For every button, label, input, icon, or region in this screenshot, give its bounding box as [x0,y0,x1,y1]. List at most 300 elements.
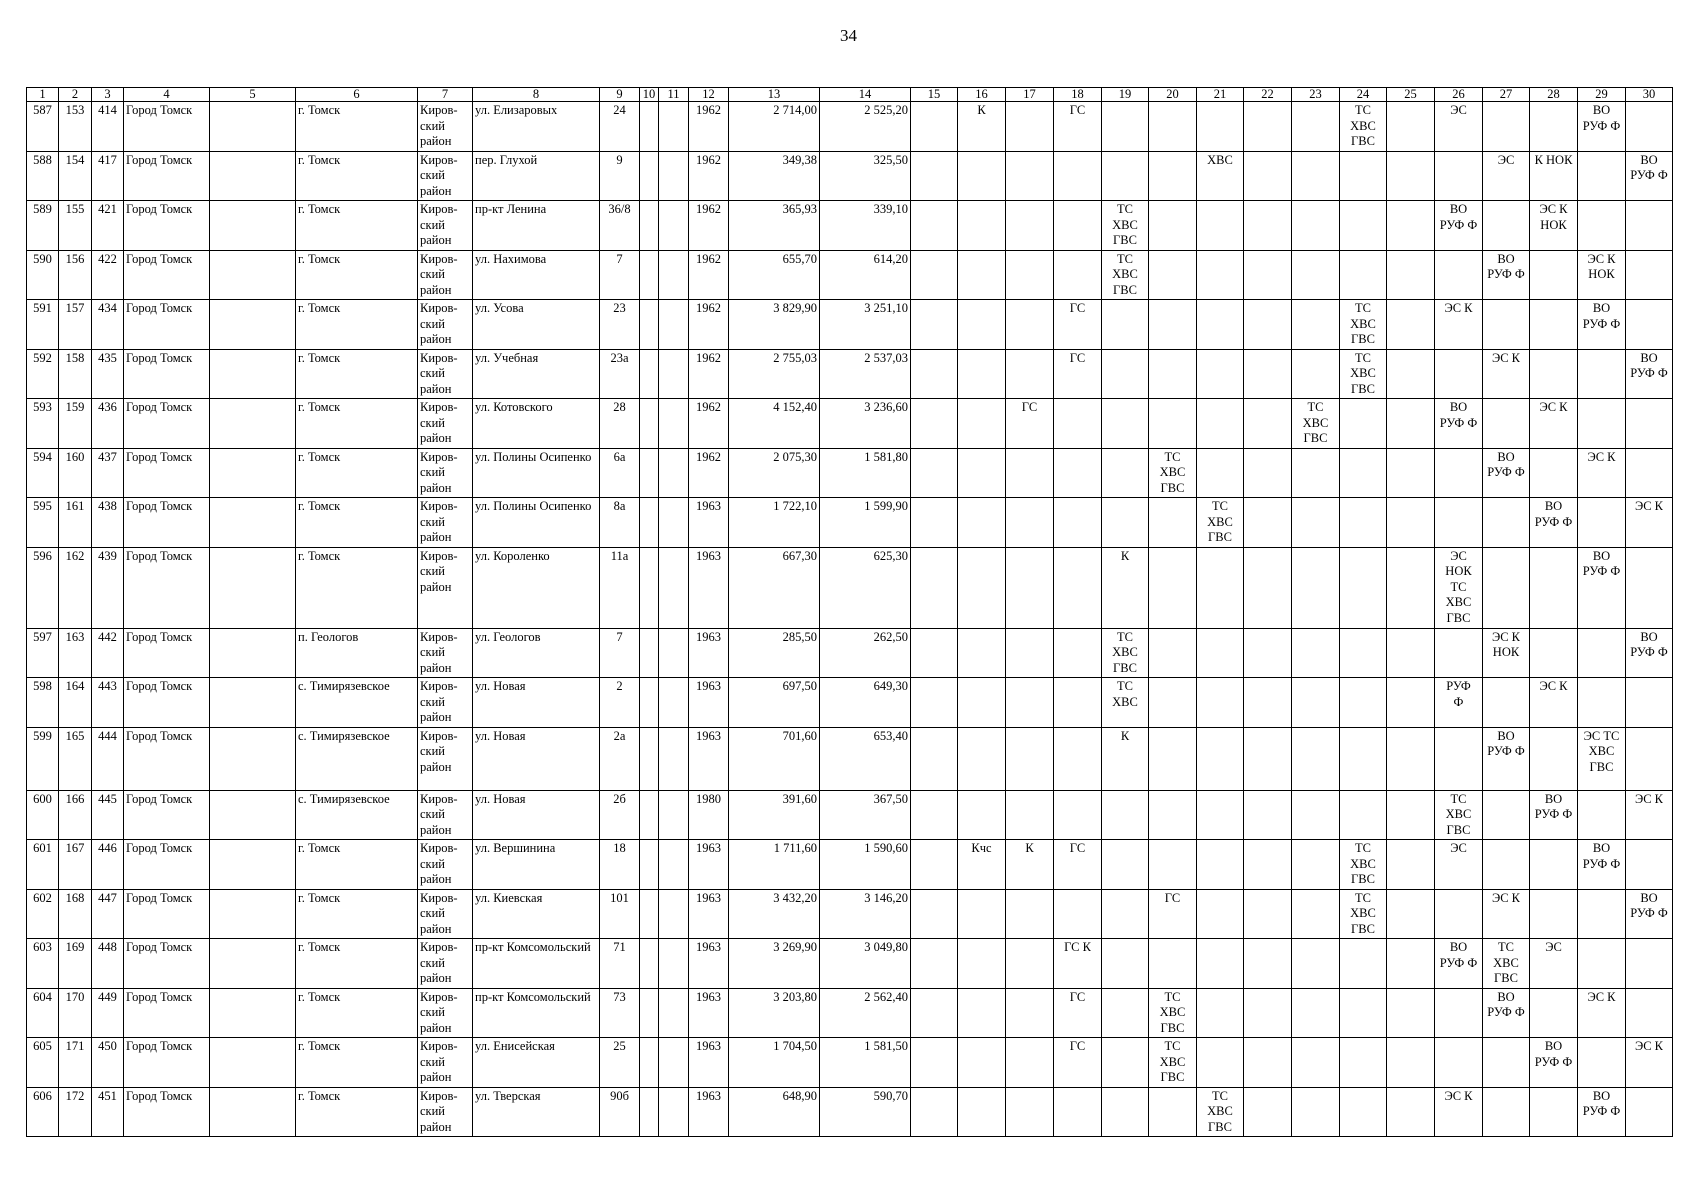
cell-col-4: Город Томск [124,1087,210,1137]
cell-col-29 [1578,349,1626,399]
cell-col-16 [958,939,1006,989]
cell-col-25 [1387,1038,1435,1088]
cell-col-27: ЭС К НОК [1483,628,1530,678]
cell-col-29: ВО РУФ Ф [1578,547,1626,628]
cell-col-30 [1626,102,1673,152]
cell-col-20: ГС [1149,889,1197,939]
cell-col-14: 3 049,80 [820,939,911,989]
cell-col-11 [659,678,689,728]
cell-col-8: ул. Нахимова [473,250,600,300]
cell-col-3: 437 [92,448,124,498]
cell-col-25 [1387,547,1435,628]
cell-col-5 [210,498,296,548]
table-row [27,889,1673,939]
cell-col-14: 3 146,20 [820,889,911,939]
cell-col-23 [1292,988,1340,1038]
cell-col-1: 593 [27,399,59,449]
cell-col-11 [659,300,689,350]
column-number-13: 13 [729,88,820,102]
cell-col-26 [1435,151,1483,201]
cell-col-21 [1197,790,1244,840]
cell-col-10 [640,498,659,548]
column-number-6: 6 [296,88,418,102]
cell-col-20 [1149,790,1197,840]
column-number-23: 23 [1292,88,1340,102]
cell-col-11 [659,727,689,790]
cell-col-17 [1006,547,1054,628]
cell-col-5 [210,102,296,152]
cell-col-30 [1626,727,1673,790]
cell-col-18: ГС [1054,349,1102,399]
cell-col-18 [1054,678,1102,728]
column-number-17: 17 [1006,88,1054,102]
cell-col-12: 1963 [689,1087,729,1137]
cell-col-28: ЭС [1530,939,1578,989]
cell-col-7: Киров- ский район [418,349,473,399]
cell-col-1: 597 [27,628,59,678]
table-row [27,399,1673,449]
cell-col-30: ЭС К [1626,1038,1673,1088]
cell-col-19 [1102,1087,1149,1137]
cell-col-24 [1340,201,1387,251]
cell-col-17 [1006,300,1054,350]
cell-col-26 [1435,727,1483,790]
cell-col-8: ул. Тверская [473,1087,600,1137]
cell-col-9: 101 [600,889,640,939]
cell-col-12: 1962 [689,201,729,251]
cell-col-10 [640,889,659,939]
cell-col-17 [1006,498,1054,548]
cell-col-2: 171 [59,1038,92,1088]
cell-col-4: Город Томск [124,498,210,548]
cell-col-5 [210,988,296,1038]
table-row [27,349,1673,399]
cell-col-2: 160 [59,448,92,498]
cell-col-18 [1054,1087,1102,1137]
cell-col-29 [1578,1038,1626,1088]
cell-col-30 [1626,678,1673,728]
cell-col-4: Город Томск [124,102,210,152]
cell-col-15 [911,628,958,678]
cell-col-17 [1006,151,1054,201]
cell-col-25 [1387,628,1435,678]
cell-col-29 [1578,939,1626,989]
cell-col-25 [1387,448,1435,498]
cell-col-20 [1149,678,1197,728]
cell-col-30: ВО РУФ Ф [1626,889,1673,939]
cell-col-10 [640,250,659,300]
cell-col-8: пр-кт Комсомольский [473,939,600,989]
cell-col-2: 164 [59,678,92,728]
cell-col-17 [1006,727,1054,790]
cell-col-25 [1387,988,1435,1038]
cell-col-24 [1340,448,1387,498]
cell-col-2: 172 [59,1087,92,1137]
cell-col-1: 592 [27,349,59,399]
cell-col-11 [659,547,689,628]
cell-col-4: Город Томск [124,448,210,498]
cell-col-10 [640,1038,659,1088]
cell-col-1: 595 [27,498,59,548]
cell-col-2: 167 [59,840,92,890]
cell-col-14: 1 581,80 [820,448,911,498]
cell-col-9: 36/8 [600,201,640,251]
cell-col-23 [1292,201,1340,251]
cell-col-5 [210,840,296,890]
cell-col-3: 422 [92,250,124,300]
cell-col-4: Город Томск [124,628,210,678]
cell-col-3: 444 [92,727,124,790]
cell-col-14: 625,30 [820,547,911,628]
table-row [27,939,1673,989]
cell-col-11 [659,151,689,201]
table-row [27,250,1673,300]
cell-col-23 [1292,628,1340,678]
cell-col-19 [1102,988,1149,1038]
cell-col-11 [659,790,689,840]
cell-col-16 [958,727,1006,790]
cell-col-9: 7 [600,628,640,678]
cell-col-5 [210,790,296,840]
cell-col-22 [1244,628,1292,678]
cell-col-15 [911,349,958,399]
cell-col-29 [1578,678,1626,728]
cell-col-4: Город Томск [124,1038,210,1088]
cell-col-12: 1963 [689,727,729,790]
cell-col-4: Город Томск [124,201,210,251]
cell-col-28: ВО РУФ Ф [1530,790,1578,840]
cell-col-26: ЭС [1435,102,1483,152]
cell-col-8: ул. Усова [473,300,600,350]
cell-col-10 [640,1087,659,1137]
cell-col-29 [1578,201,1626,251]
column-number-12: 12 [689,88,729,102]
cell-col-8: ул. Киевская [473,889,600,939]
cell-col-30: ЭС К [1626,498,1673,548]
cell-col-20 [1149,1087,1197,1137]
cell-col-2: 168 [59,889,92,939]
cell-col-1: 604 [27,988,59,1038]
table-row [27,840,1673,890]
cell-col-8: пр-кт Ленина [473,201,600,251]
cell-col-9: 6а [600,448,640,498]
cell-col-28 [1530,1087,1578,1137]
cell-col-3: 451 [92,1087,124,1137]
column-number-30: 30 [1626,88,1673,102]
cell-col-18: ГС [1054,102,1102,152]
cell-col-14: 590,70 [820,1087,911,1137]
cell-col-21 [1197,889,1244,939]
cell-col-11 [659,628,689,678]
cell-col-15 [911,448,958,498]
cell-col-7: Киров- ский район [418,628,473,678]
cell-col-24 [1340,939,1387,989]
cell-col-8: ул. Котовского [473,399,600,449]
cell-col-7: Киров- ский район [418,498,473,548]
cell-col-7: Киров- ский район [418,1087,473,1137]
cell-col-23 [1292,349,1340,399]
cell-col-17 [1006,250,1054,300]
cell-col-19 [1102,399,1149,449]
cell-col-25 [1387,151,1435,201]
cell-col-18 [1054,889,1102,939]
cell-col-26 [1435,349,1483,399]
cell-col-11 [659,399,689,449]
cell-col-19: ТС ХВС [1102,678,1149,728]
cell-col-7: Киров- ский район [418,988,473,1038]
cell-col-26: ЭС [1435,840,1483,890]
cell-col-25 [1387,201,1435,251]
cell-col-25 [1387,939,1435,989]
cell-col-26: ВО РУФ Ф [1435,939,1483,989]
cell-col-15 [911,1087,958,1137]
table-row [27,988,1673,1038]
cell-col-5 [210,201,296,251]
cell-col-13: 1 704,50 [729,1038,820,1088]
cell-col-24 [1340,547,1387,628]
cell-col-14: 2 525,20 [820,102,911,152]
cell-col-30: ВО РУФ Ф [1626,628,1673,678]
cell-col-1: 587 [27,102,59,152]
cell-col-18: ГС [1054,840,1102,890]
cell-col-23 [1292,790,1340,840]
cell-col-8: ул. Новая [473,790,600,840]
cell-col-8: ул. Полины Осипенко [473,498,600,548]
cell-col-14: 2 562,40 [820,988,911,1038]
cell-col-14: 3 236,60 [820,399,911,449]
cell-col-24 [1340,678,1387,728]
cell-col-3: 450 [92,1038,124,1088]
cell-col-27: ЭС К [1483,889,1530,939]
cell-col-28: ЭС К [1530,399,1578,449]
cell-col-1: 598 [27,678,59,728]
cell-col-3: 439 [92,547,124,628]
cell-col-19: ТС ХВС ГВС [1102,201,1149,251]
cell-col-1: 591 [27,300,59,350]
cell-col-19 [1102,889,1149,939]
table-row [27,1038,1673,1088]
cell-col-29 [1578,399,1626,449]
cell-col-23 [1292,727,1340,790]
cell-col-16 [958,889,1006,939]
cell-col-13: 3 203,80 [729,988,820,1038]
cell-col-10 [640,201,659,251]
cell-col-22 [1244,889,1292,939]
cell-col-10 [640,628,659,678]
cell-col-11 [659,498,689,548]
cell-col-30 [1626,988,1673,1038]
cell-col-5 [210,1087,296,1137]
table-row [27,448,1673,498]
cell-col-3: 436 [92,399,124,449]
cell-col-20 [1149,498,1197,548]
cell-col-11 [659,102,689,152]
cell-col-1: 589 [27,201,59,251]
cell-col-1: 600 [27,790,59,840]
cell-col-26: ВО РУФ Ф [1435,201,1483,251]
cell-col-8: пр-кт Комсомольский [473,988,600,1038]
table-row [27,300,1673,350]
cell-col-9: 2б [600,790,640,840]
cell-col-6: п. Геологов [296,628,418,678]
cell-col-9: 11а [600,547,640,628]
cell-col-7: Киров- ский район [418,399,473,449]
cell-col-2: 170 [59,988,92,1038]
cell-col-2: 158 [59,349,92,399]
cell-col-8: ул. Полины Осипенко [473,448,600,498]
cell-col-13: 285,50 [729,628,820,678]
column-number-26: 26 [1435,88,1483,102]
cell-col-20: ТС ХВС ГВС [1149,1038,1197,1088]
cell-col-2: 165 [59,727,92,790]
cell-col-29 [1578,889,1626,939]
cell-col-29: ЭС К [1578,448,1626,498]
cell-col-13: 701,60 [729,727,820,790]
cell-col-21: ХВС [1197,151,1244,201]
cell-col-26 [1435,1038,1483,1088]
cell-col-3: 438 [92,498,124,548]
cell-col-7: Киров- ский район [418,727,473,790]
cell-col-6: г. Томск [296,498,418,548]
cell-col-12: 1963 [689,547,729,628]
cell-col-12: 1962 [689,250,729,300]
cell-col-9: 2 [600,678,640,728]
cell-col-8: ул. Новая [473,678,600,728]
cell-col-19: К [1102,727,1149,790]
cell-col-10 [640,727,659,790]
cell-col-11 [659,448,689,498]
column-number-11: 11 [659,88,689,102]
cell-col-27 [1483,1087,1530,1137]
cell-col-6: с. Тимирязевское [296,678,418,728]
cell-col-18: ГС [1054,988,1102,1038]
cell-col-21 [1197,678,1244,728]
cell-col-13: 365,93 [729,201,820,251]
cell-col-6: г. Томск [296,151,418,201]
cell-col-12: 1963 [689,840,729,890]
cell-col-15 [911,840,958,890]
cell-col-25 [1387,678,1435,728]
cell-col-12: 1963 [689,889,729,939]
cell-col-3: 449 [92,988,124,1038]
cell-col-6: г. Томск [296,300,418,350]
cell-col-1: 596 [27,547,59,628]
cell-col-17 [1006,349,1054,399]
cell-col-15 [911,678,958,728]
cell-col-24: ТС ХВС ГВС [1340,840,1387,890]
cell-col-27: ВО РУФ Ф [1483,448,1530,498]
cell-col-10 [640,151,659,201]
column-number-7: 7 [418,88,473,102]
cell-col-2: 157 [59,300,92,350]
cell-col-21 [1197,250,1244,300]
cell-col-6: г. Томск [296,1087,418,1137]
cell-col-16 [958,399,1006,449]
cell-col-20 [1149,727,1197,790]
cell-col-8: ул. Геологов [473,628,600,678]
cell-col-1: 601 [27,840,59,890]
cell-col-12: 1963 [689,678,729,728]
cell-col-19: ТС ХВС ГВС [1102,628,1149,678]
cell-col-21 [1197,988,1244,1038]
cell-col-28 [1530,102,1578,152]
cell-col-9: 71 [600,939,640,989]
cell-col-2: 155 [59,201,92,251]
table-row [27,628,1673,678]
cell-col-13: 3 432,20 [729,889,820,939]
cell-col-11 [659,349,689,399]
cell-col-4: Город Томск [124,988,210,1038]
cell-col-15 [911,300,958,350]
cell-col-5 [210,1038,296,1088]
cell-col-11 [659,889,689,939]
cell-col-19 [1102,151,1149,201]
cell-col-2: 163 [59,628,92,678]
cell-col-10 [640,939,659,989]
cell-col-8: ул. Новая [473,727,600,790]
cell-col-10 [640,678,659,728]
cell-col-23 [1292,102,1340,152]
cell-col-23 [1292,840,1340,890]
cell-col-21 [1197,547,1244,628]
cell-col-14: 649,30 [820,678,911,728]
cell-col-15 [911,547,958,628]
column-number-10: 10 [640,88,659,102]
cell-col-4: Город Томск [124,547,210,628]
cell-col-15 [911,988,958,1038]
cell-col-7: Киров- ский район [418,151,473,201]
cell-col-3: 414 [92,102,124,152]
cell-col-18 [1054,628,1102,678]
cell-col-13: 667,30 [729,547,820,628]
cell-col-14: 339,10 [820,201,911,251]
cell-col-20 [1149,939,1197,989]
cell-col-25 [1387,889,1435,939]
cell-col-21 [1197,727,1244,790]
cell-col-17 [1006,678,1054,728]
column-number-4: 4 [124,88,210,102]
cell-col-13: 4 152,40 [729,399,820,449]
cell-col-25 [1387,1087,1435,1137]
cell-col-28: ЭС К [1530,678,1578,728]
cell-col-22 [1244,349,1292,399]
cell-col-6: с. Тимирязевское [296,727,418,790]
cell-col-9: 2а [600,727,640,790]
cell-col-23 [1292,300,1340,350]
cell-col-27 [1483,300,1530,350]
cell-col-28: ВО РУФ Ф [1530,1038,1578,1088]
cell-col-5 [210,151,296,201]
cell-col-6: г. Томск [296,889,418,939]
cell-col-3: 435 [92,349,124,399]
cell-col-20 [1149,102,1197,152]
cell-col-24 [1340,498,1387,548]
column-number-25: 25 [1387,88,1435,102]
cell-col-30: ВО РУФ Ф [1626,151,1673,201]
cell-col-28 [1530,727,1578,790]
cell-col-18 [1054,790,1102,840]
cell-col-24 [1340,988,1387,1038]
cell-col-13: 391,60 [729,790,820,840]
cell-col-19 [1102,300,1149,350]
cell-col-30 [1626,300,1673,350]
cell-col-23: ТС ХВС ГВС [1292,399,1340,449]
cell-col-8: ул. Учебная [473,349,600,399]
cell-col-29: ВО РУФ Ф [1578,102,1626,152]
cell-col-26: РУФ Ф [1435,678,1483,728]
cell-col-1: 590 [27,250,59,300]
cell-col-25 [1387,498,1435,548]
